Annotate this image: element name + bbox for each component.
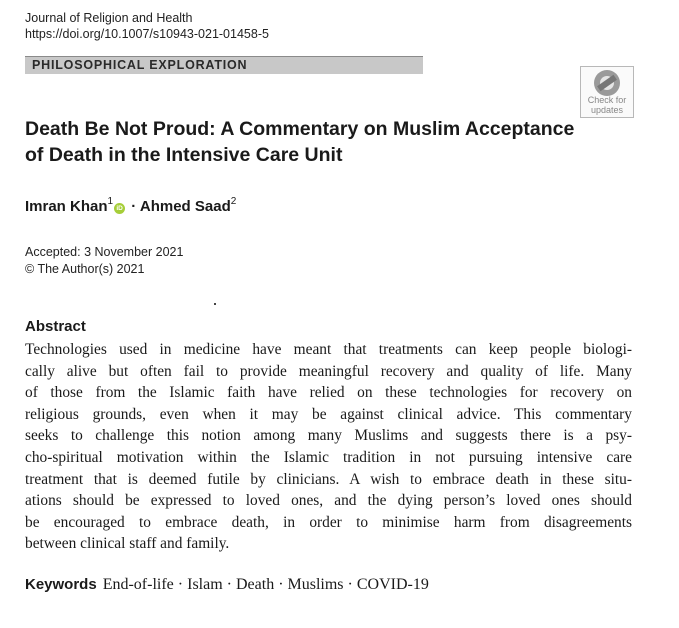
author-list xyxy=(25,196,236,215)
check-for-updates-badge[interactable] xyxy=(580,66,634,118)
abstract-line: seeks to challenge this notion among many Muslims and suggests there is a psy- xyxy=(25,427,632,445)
section-label-bar xyxy=(25,56,423,74)
title-line-1: Death Be Not Proud: A Commentary on Muslim Acceptance xyxy=(25,118,575,140)
abstract-line: treatment that is deemed futile by clinicians. A wish to embrace death in these situ- xyxy=(25,470,632,488)
badge-line2: updates xyxy=(590,104,624,115)
author-separator: · xyxy=(131,198,137,215)
journal-header xyxy=(25,10,269,42)
abstract-line: be encouraged to embrace death, in order to minimise harm from disagreements xyxy=(25,513,632,531)
abstract-line: between clinical staff and family. xyxy=(25,535,230,553)
accepted-date: Accepted: 3 November 2021 xyxy=(25,245,184,259)
abstract-line: cho-spiritual motivation within the Islamic tradition in not pursuing intensive care xyxy=(25,448,632,466)
abstract-heading: Abstract xyxy=(25,318,86,335)
keywords-row xyxy=(25,576,429,594)
article-title xyxy=(25,116,605,168)
author-1-affiliation: 1 xyxy=(107,196,114,207)
orcid-icon[interactable]: iD xyxy=(114,203,125,214)
article-meta xyxy=(25,244,183,277)
abstract-line: ations should be expressed to loved ones, and the dying person’s loved ones should xyxy=(25,492,632,510)
abstract-line: religious grounds, even when it may be against clinical advice. This commentary xyxy=(25,405,632,423)
badge-line1: Check for xyxy=(587,95,627,105)
title-line-2: of Death in the Intensive Care Unit xyxy=(25,144,343,166)
keywords-list: End-of-life · Islam · Death · Muslims · COVID-19 xyxy=(102,576,429,593)
copyright-notice: © The Author(s) 2021 xyxy=(25,261,145,276)
author-2-name[interactable]: Ahmed Saad xyxy=(139,198,231,215)
abstract-line: Technologies used in medicine have meant that treatments can keep people biologi- xyxy=(25,341,632,358)
abstract-body xyxy=(25,339,632,555)
abstract-line: of those from the Islamic faith have relied on these technologies for recovery on xyxy=(25,384,632,402)
section-label: PHILOSOPHICAL EXPLORATION xyxy=(32,58,248,72)
journal-doi-link[interactable]: https://doi.org/10.1007/s10943-021-01458-5 xyxy=(25,27,269,41)
badge-text xyxy=(581,96,633,115)
abstract-line: cally alive but often fail to provide meaningful recovery and quality of life. Many xyxy=(25,362,632,380)
author-1-name[interactable]: Imran Khan xyxy=(25,198,108,215)
stray-dot xyxy=(214,303,216,305)
author-2-affiliation: 2 xyxy=(230,196,237,207)
journal-name: Journal of Religion and Health xyxy=(25,11,193,25)
keywords-label: Keywords xyxy=(25,576,97,593)
